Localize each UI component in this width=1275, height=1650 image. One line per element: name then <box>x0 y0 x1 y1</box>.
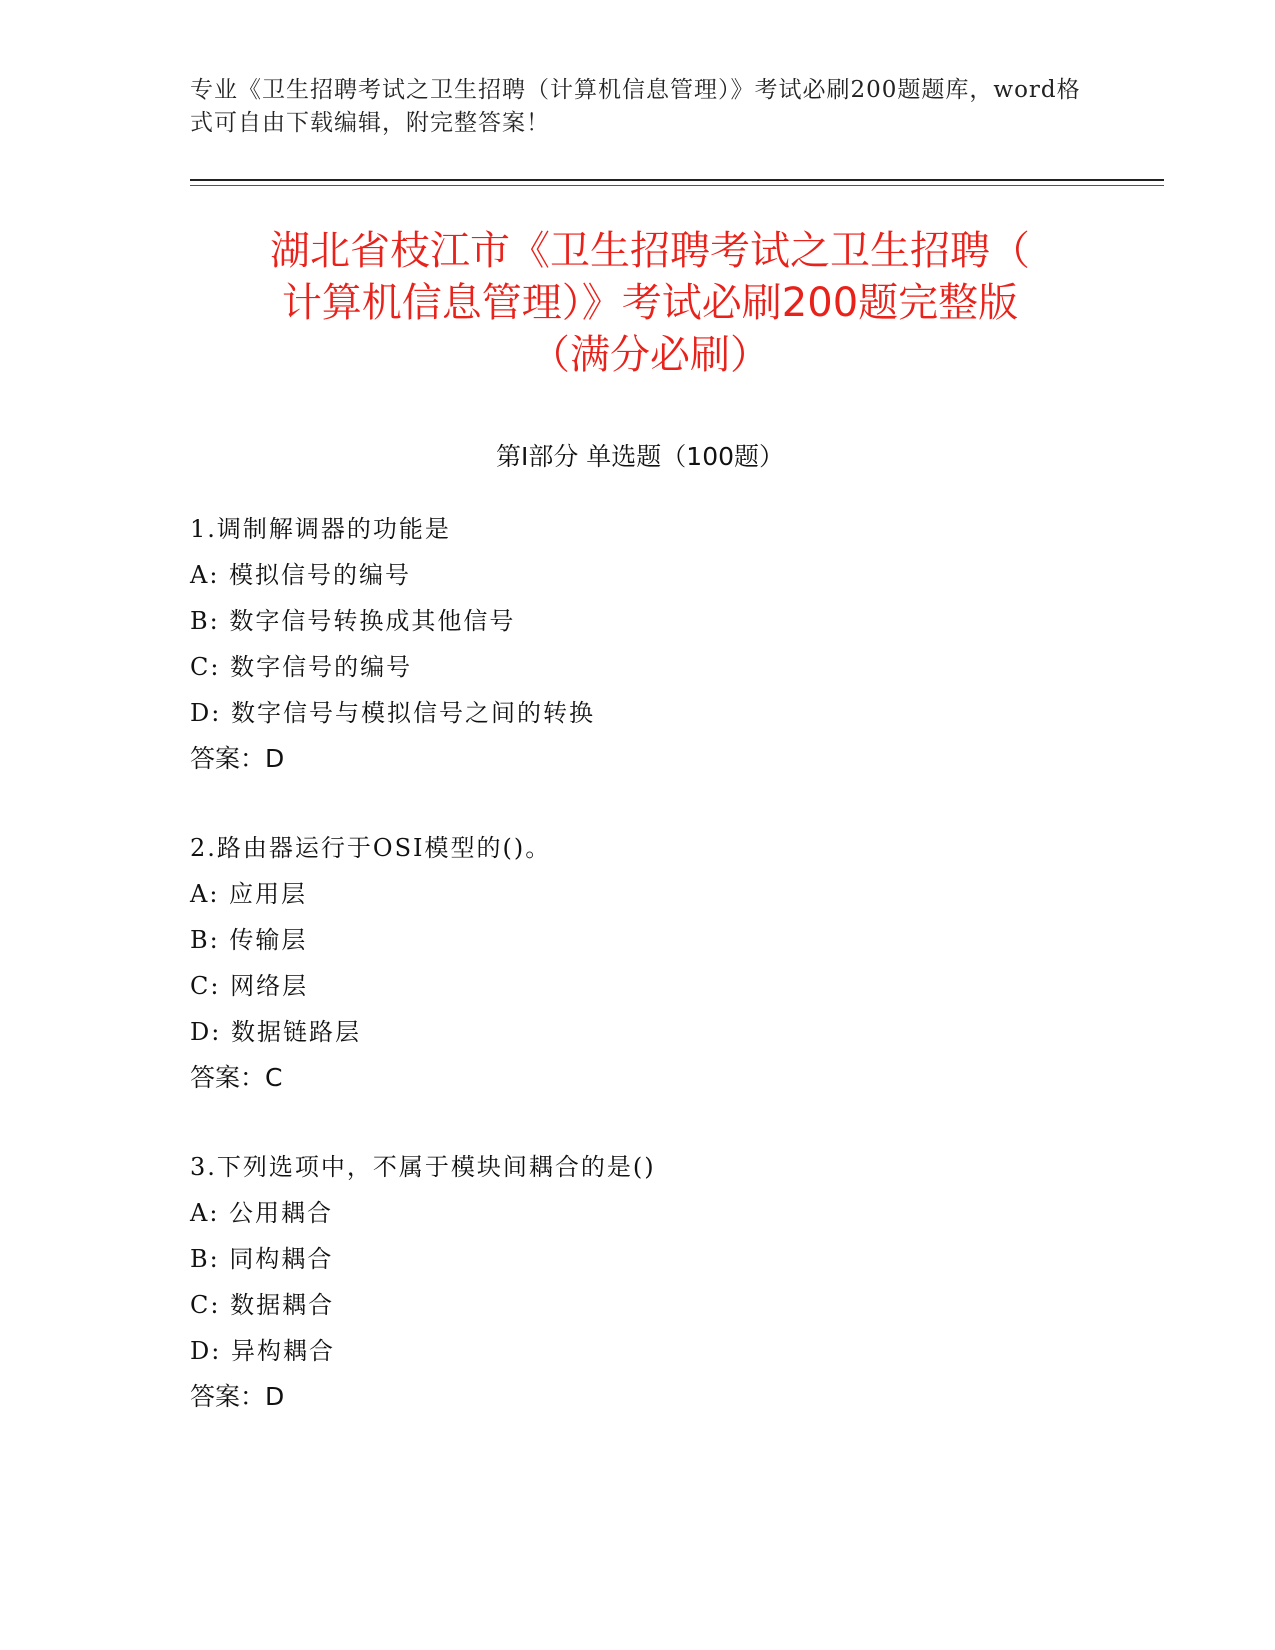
title-line-1: 湖北省枝江市《卫生招聘考试之卫生招聘（ <box>270 228 1030 274</box>
question-stem: 1.调制解调器的功能是 <box>190 515 451 543</box>
answer: 答案：C <box>190 1063 283 1092</box>
option-b: B: 数字信号转换成其他信号 <box>190 607 516 635</box>
question-stem: 2.路由器运行于OSI模型的()。 <box>190 834 552 862</box>
document-title <box>150 225 1150 381</box>
answer: 答案：D <box>190 744 285 773</box>
title-line-3: （满分必刷） <box>530 332 770 378</box>
answer: 答案：D <box>190 1382 285 1411</box>
option-a: A: 公用耦合 <box>190 1199 334 1227</box>
option-a: A: 应用层 <box>190 880 308 908</box>
option-d: D: 数据链路层 <box>190 1018 361 1046</box>
option-c: C: 数字信号的编号 <box>190 653 413 681</box>
option-a: A: 模拟信号的编号 <box>190 561 412 589</box>
option-c: C: 网络层 <box>190 972 309 1000</box>
option-b: B: 同构耦合 <box>190 1245 334 1273</box>
option-d: D: 数字信号与模拟信号之间的转换 <box>190 699 595 727</box>
question-3 <box>190 1144 1090 1420</box>
question-2 <box>190 825 1090 1101</box>
header-note: 专业《卫生招聘考试之卫生招聘（计算机信息管理）》考试必刷200题题库，word格式可自由下载编辑，附完整答案！ <box>190 77 1081 136</box>
header-divider-thin <box>190 185 1164 186</box>
header-divider-thick <box>190 179 1164 181</box>
option-d: D: 异构耦合 <box>190 1337 335 1365</box>
title-line-2: 计算机信息管理）》考试必刷200题完整版 <box>281 280 1019 326</box>
question-stem: 3.下列选项中，不属于模块间耦合的是() <box>190 1153 656 1181</box>
question-1 <box>190 506 1090 782</box>
option-c: C: 数据耦合 <box>190 1291 335 1319</box>
option-b: B: 传输层 <box>190 926 308 954</box>
section-heading: 第I部分 单选题（100题） <box>495 442 785 471</box>
